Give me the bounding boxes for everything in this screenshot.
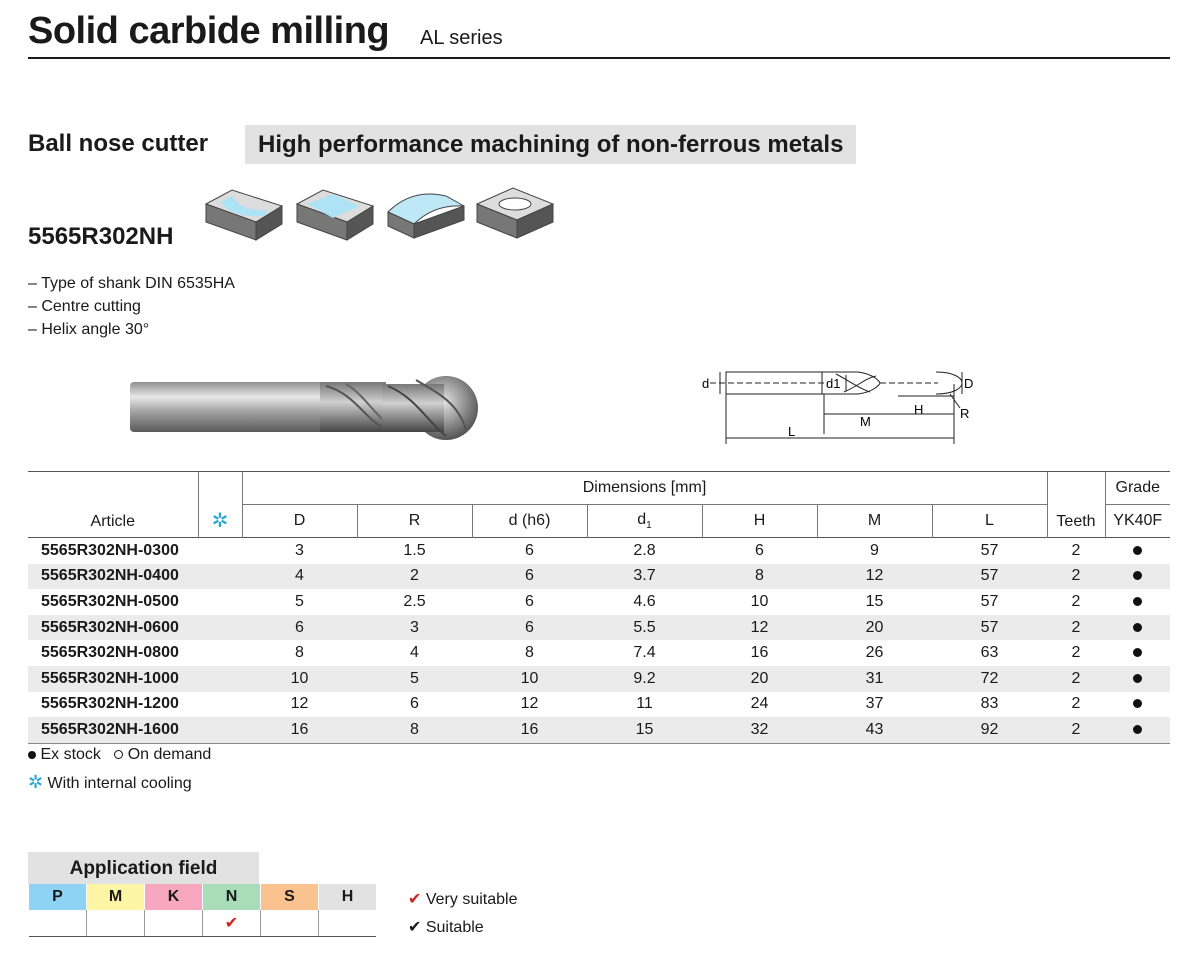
- cell-L: 57: [932, 615, 1047, 641]
- workpiece-slot-icon: [293, 182, 377, 242]
- cell-d1: 15: [587, 717, 702, 743]
- col-d1-label: d: [637, 510, 647, 528]
- application-field-title: Application field: [28, 852, 259, 885]
- on-demand-label: On demand: [127, 746, 212, 763]
- ex-stock-dot-icon: [1133, 597, 1142, 606]
- cell-d: 6: [525, 592, 534, 610]
- cell-D: 3: [295, 541, 304, 559]
- table-row: [28, 538, 1170, 564]
- cell-d1: 9.2: [587, 666, 702, 692]
- cell-H: 32: [702, 717, 817, 743]
- grade-cell: [1105, 666, 1170, 692]
- cell-L: 57: [980, 592, 999, 610]
- cell-M: 9: [870, 541, 879, 559]
- dimension-drawing: [698, 362, 988, 452]
- cell-H: 16: [750, 644, 769, 662]
- grade-header: Grade: [1105, 472, 1170, 505]
- suitable-label: Suitable: [425, 919, 484, 936]
- cooling-cell: [198, 717, 242, 743]
- article-cell: 5565R302NH-0400: [28, 564, 198, 590]
- very-suitable-check-icon: ✔: [203, 910, 261, 937]
- cell-d: 16: [472, 717, 587, 743]
- cell-M: 26: [865, 644, 884, 662]
- mark-S: [261, 910, 319, 937]
- group-K: K: [145, 884, 203, 910]
- article-cell: 5565R302NH-1200: [41, 695, 179, 713]
- grade-cell: [1105, 692, 1170, 718]
- page-title: Solid carbide milling: [28, 10, 390, 52]
- workpiece-groove-icon: [202, 182, 286, 242]
- ex-stock-dot-icon: [1133, 546, 1142, 555]
- label-d1: d1: [826, 376, 841, 391]
- cell-d: 8: [525, 644, 534, 662]
- cell-R: 1.5: [403, 541, 426, 559]
- group-P: P: [29, 884, 87, 910]
- table-row: [28, 666, 1170, 692]
- cell-M: 15: [865, 592, 884, 610]
- ex-stock-dot-icon: [1133, 648, 1142, 657]
- workpiece-convex-icon: [384, 182, 468, 242]
- series-label: AL series: [420, 27, 503, 49]
- cell-d1: 4.6: [633, 592, 656, 610]
- cell-R: 5: [357, 666, 472, 692]
- feature-item: – Centre cutting: [28, 295, 235, 318]
- internal-cooling-label: With internal cooling: [47, 775, 192, 792]
- feature-item: – Type of shank DIN 6535HA: [28, 272, 235, 295]
- cell-R: 6: [410, 695, 419, 713]
- cell-L: 92: [932, 717, 1047, 743]
- cell-R: 2.5: [403, 592, 426, 610]
- grade-name: YK40F: [1105, 505, 1170, 538]
- grade-cell: [1105, 538, 1170, 564]
- grade-cell: [1105, 589, 1170, 615]
- ex-stock-dot-icon: [1133, 674, 1142, 683]
- cell-teeth: 2: [1071, 592, 1081, 610]
- cooling-cell: [198, 640, 242, 666]
- col-M: M: [817, 505, 932, 538]
- col-d1: [587, 505, 702, 538]
- label-M: M: [860, 414, 871, 429]
- cell-D: 10: [242, 666, 357, 692]
- cell-H: 8: [702, 564, 817, 590]
- black-check-icon: ✔: [408, 919, 422, 936]
- cell-teeth: 2: [1071, 644, 1081, 662]
- label-H: H: [914, 402, 924, 417]
- cell-R: 8: [357, 717, 472, 743]
- feature-item: – Helix angle 30°: [28, 318, 235, 341]
- cooling-cell: [198, 692, 242, 718]
- cell-d1: 5.5: [587, 615, 702, 641]
- cell-M: 20: [817, 615, 932, 641]
- article-header: Article: [28, 472, 198, 538]
- cell-teeth: 2: [1047, 717, 1105, 743]
- cell-teeth: 2: [1047, 615, 1105, 641]
- cell-D: 6: [242, 615, 357, 641]
- group-S: S: [261, 884, 319, 910]
- cell-D: 12: [290, 695, 309, 713]
- col-D: D: [242, 505, 357, 538]
- cell-D: 8: [295, 644, 304, 662]
- cell-M: 12: [817, 564, 932, 590]
- filled-dot-icon: [28, 751, 36, 759]
- feature-list: [28, 272, 235, 341]
- cell-L: 72: [932, 666, 1047, 692]
- cell-d1: 2.8: [633, 541, 656, 559]
- red-check-icon: ✔: [408, 891, 422, 908]
- ex-stock-dot-icon: [1133, 699, 1142, 708]
- label-R: R: [960, 406, 970, 421]
- table-row: [28, 589, 1170, 615]
- article-cell: 5565R302NH-1000: [28, 666, 198, 692]
- cell-L: 83: [980, 695, 999, 713]
- cooling-cell: [198, 564, 242, 590]
- snowflake-icon: ✲: [211, 510, 229, 532]
- label-d: d: [702, 376, 710, 391]
- cell-R: 4: [410, 644, 419, 662]
- cell-d1: 7.4: [633, 644, 656, 662]
- cell-L: 57: [980, 541, 999, 559]
- suitability-legend: [408, 886, 517, 942]
- cell-teeth: 2: [1047, 666, 1105, 692]
- cooling-cell: [198, 589, 242, 615]
- group-N: N: [203, 884, 261, 910]
- cooling-cell: [198, 538, 242, 564]
- col-L: L: [932, 505, 1047, 538]
- stock-legend: [28, 746, 211, 764]
- cell-R: 3: [357, 615, 472, 641]
- cooling-header: [198, 472, 242, 538]
- ex-stock-label: Ex stock: [40, 746, 101, 763]
- mark-K: [145, 910, 203, 937]
- teeth-header: Teeth: [1047, 472, 1105, 538]
- table-row: [28, 640, 1170, 666]
- cell-H: 24: [750, 695, 769, 713]
- header-rule: [28, 57, 1170, 59]
- cell-teeth: 2: [1047, 564, 1105, 590]
- ex-stock-dot-icon: [1133, 571, 1142, 580]
- label-D: D: [964, 376, 974, 391]
- cell-d1: 11: [636, 695, 653, 713]
- cell-teeth: 2: [1071, 541, 1081, 559]
- cell-D: 16: [242, 717, 357, 743]
- ex-stock-dot-icon: [1133, 623, 1142, 632]
- cell-D: 5: [295, 592, 304, 610]
- col-d1-sub: 1: [646, 520, 652, 532]
- cell-teeth: 2: [1071, 695, 1081, 713]
- article-cell: 5565R302NH-0600: [28, 615, 198, 641]
- cell-d: 6: [472, 564, 587, 590]
- grade-cell: [1105, 717, 1170, 743]
- article-cell: 5565R302NH-0800: [41, 644, 179, 662]
- cell-M: 37: [865, 695, 884, 713]
- cell-d: 6: [472, 615, 587, 641]
- group-M: M: [87, 884, 145, 910]
- ex-stock-dot-icon: [1133, 725, 1142, 734]
- cell-L: 63: [980, 644, 999, 662]
- mark-M: [87, 910, 145, 937]
- grade-cell: [1105, 640, 1170, 666]
- grade-cell: [1105, 564, 1170, 590]
- grade-cell: [1105, 615, 1170, 641]
- open-dot-icon: [114, 750, 123, 759]
- very-suitable-label: Very suitable: [425, 891, 518, 908]
- workpiece-pocket-icon: [473, 182, 557, 242]
- col-R: R: [357, 505, 472, 538]
- tagline-banner: High performance machining of non-ferrous metals: [245, 125, 856, 164]
- cell-D: 4: [242, 564, 357, 590]
- cell-d: 10: [472, 666, 587, 692]
- label-L: L: [788, 424, 796, 439]
- article-code: 5565R302NH: [28, 223, 174, 250]
- col-d-h6: d (h6): [472, 505, 587, 538]
- application-field-table: [28, 884, 376, 937]
- article-cell: 5565R302NH-0500: [41, 592, 179, 610]
- cell-M: 43: [817, 717, 932, 743]
- table-row: [28, 692, 1170, 718]
- cooling-cell: [198, 615, 242, 641]
- ball-nose-cutter-image: [126, 372, 482, 442]
- mark-H: [319, 910, 377, 937]
- cell-H: 12: [702, 615, 817, 641]
- table-row: [28, 615, 1170, 641]
- cell-d: 6: [525, 541, 534, 559]
- article-cell: 5565R302NH-1600: [28, 717, 198, 743]
- article-cell: 5565R302NH-0300: [41, 541, 179, 559]
- cell-d1: 3.7: [587, 564, 702, 590]
- product-type-heading: Ball nose cutter: [28, 130, 209, 157]
- cell-M: 31: [817, 666, 932, 692]
- dimensions-header: Dimensions [mm]: [242, 472, 1047, 505]
- cell-H: 6: [755, 541, 764, 559]
- snowflake-icon: ✲: [28, 772, 44, 792]
- table-row: [28, 564, 1170, 590]
- cell-R: 2: [357, 564, 472, 590]
- group-H: H: [319, 884, 377, 910]
- cooling-legend: [28, 772, 192, 793]
- cell-d: 12: [520, 695, 539, 713]
- spec-table: [28, 471, 1170, 744]
- cell-H: 10: [750, 592, 769, 610]
- cell-H: 20: [702, 666, 817, 692]
- mark-P: [29, 910, 87, 937]
- table-row: [28, 717, 1170, 743]
- cooling-cell: [198, 666, 242, 692]
- col-H: H: [702, 505, 817, 538]
- cell-L: 57: [932, 564, 1047, 590]
